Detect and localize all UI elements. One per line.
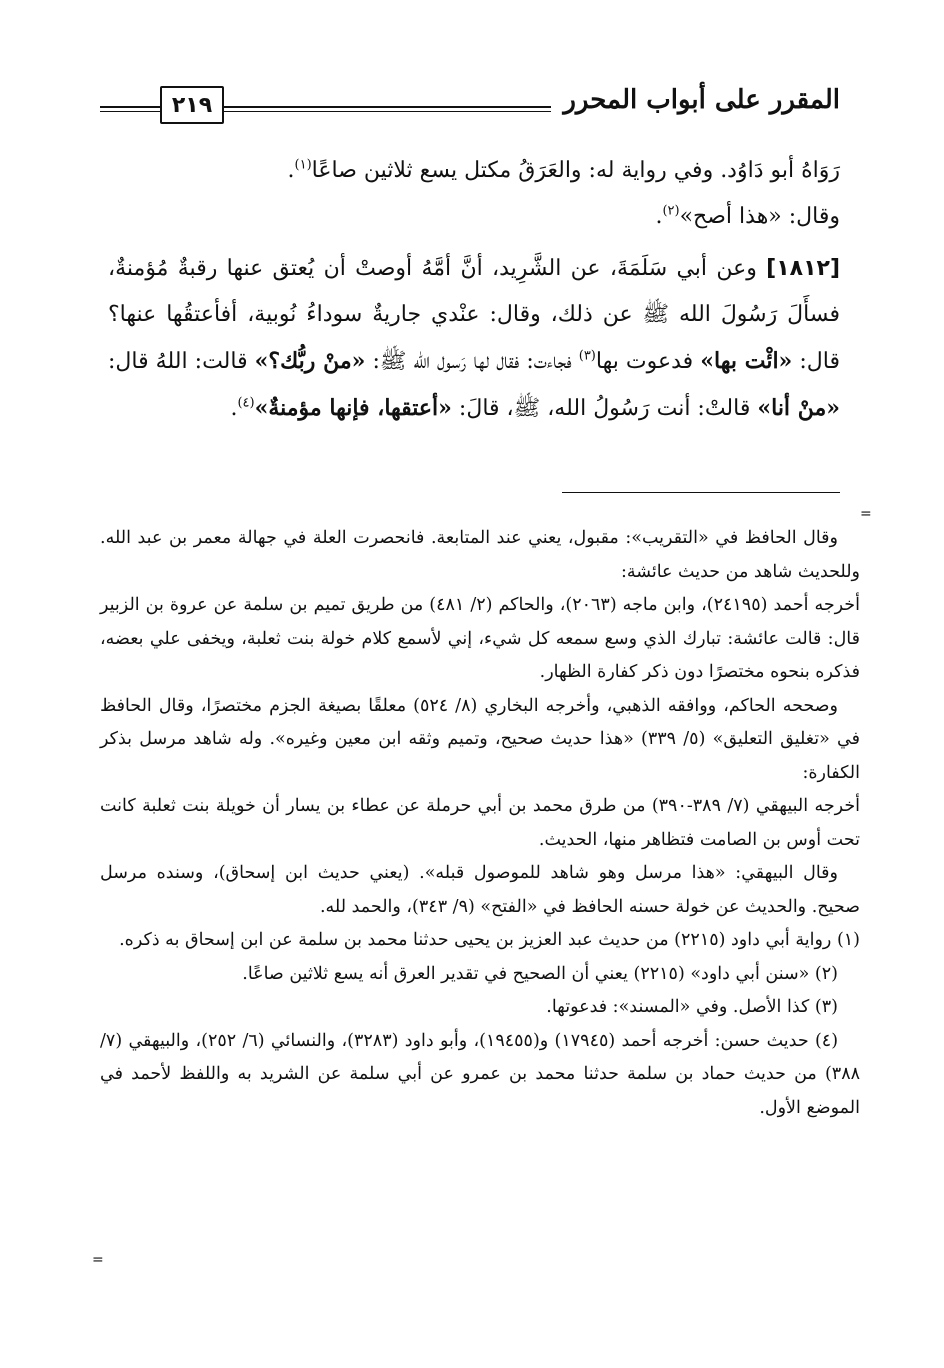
- footnote-ref-2: (٢): [662, 203, 680, 219]
- footnote-cont-2: أخرجه أحمد (٢٤١٩٥)، وابن ماجه (٢٠٦٣)، والحاكم (٢/ ٤٨١) من طريق تميم بن سلمة عن عروة بن الزبير قال: قالت عائشة: تبارك الذي وسع سمعه كل شيء، إني لأسمع كلام خولة بنت ثعلبة، ويخفى علي بعضه، فذكره بنحوه مختصرًا دون ذكر كفارة الظهار.: [100, 595, 860, 682]
- hadith-quote-3: «منْ أنا»: [757, 395, 840, 421]
- footnote-ref-3: (٣): [578, 348, 596, 364]
- continuation-mark-top: =: [860, 506, 872, 522]
- footnote-cont-3: وصححه الحاكم، ووافقه الذهبي، وأخرجه البخاري (٨/ ٥٢٤) معلقًا بصيغة الجزم مختصرًا، وقال الحافظ في «تغليق التعليق» (٥/ ٣٣٩) «هذا حديث صحيح، وتميم وثقه ابن معين وغيره». وله شاهد مرسل بذكر الكفارة:: [100, 695, 860, 783]
- main-text: [108, 148, 840, 432]
- page-header: [100, 80, 840, 126]
- hadith-text-e: قالت: اللهُ قال:: [108, 349, 248, 374]
- hadith-quote-1: «ائْت بها»: [700, 348, 793, 374]
- hadith-text-c: فدعوت بها: [595, 349, 694, 374]
- continuation-mark-bottom: =: [92, 1252, 104, 1268]
- footnotes: [100, 522, 860, 1125]
- hadith-text-d: فجاءت: فقال لها رَسول الله ﷺ:: [372, 349, 572, 374]
- text-line-1-body: رَوَاهُ أبو دَاوُد. وفي رواية له: والعَرَقُ مكتل يسع ثلاثين صاعًا: [311, 158, 840, 183]
- hadith-text-a: وعن أبي سَلَمَةَ، عن الشَّرِيد، أنَّ أمَّهُ أوصتْ أن يُعتق عنها رقبةٌ مُؤمنةٌ، فسأَلَ رَسُولَ الله ﷺ عن ذلك، وقال: عنْدي جاريةٌ سوداءُ نُوبية، أفأعتقُها عنها؟ قال:: [108, 256, 841, 374]
- footnote-ref-4: (٤): [237, 395, 255, 411]
- footnote-cont-5: وقال البيهقي: «هذا مرسل وهو شاهد للموصول قبله». (يعني حديث ابن إسحاق)، وسنده مرسل صحيح. والحديث عن خولة حسنه الحافظ في «الفتح» (٩/ ٣٤٣)، والحمد لله.: [100, 863, 860, 917]
- footnote-divider: [562, 492, 840, 493]
- hadith-number: [١٨١٢]: [766, 256, 841, 281]
- running-title: المقرر على أبواب المحرر: [551, 80, 840, 120]
- footnote-cont-4: أخرجه البيهقي (٧/ ٣٨٩-٣٩٠) من طرق محمد بن أبي حرملة عن عطاء بن يسار أن خويلة بنت ثعلبة كانت تحت أوس بن الصامت فتظاهر منها، الحديث.: [100, 796, 861, 850]
- footnote-2: (٢) «سنن أبي داود» (٢٢١٥) يعني أن الصحيح في تقدير العرق أنه يسع ثلاثين صاعًا.: [242, 963, 838, 984]
- hadith-text-f: قالتْ: أنت رَسُولُ الله، ﷺ، قالَ:: [458, 396, 751, 421]
- footnote-4: (٤) حديث حسن: أخرجه أحمد (١٧٩٤٥) و(١٩٤٥٥)، وأبو داود (٣٢٨٣)، والنسائي (٦/ ٢٥٢)، والبيهقي (٧/ ٣٨٨) من حديث حماد بن سلمة حدثنا محمد بن عمرو عن أبي سلمة عن الشريد به واللفظ لأحمد في الموضع الأول.: [100, 1030, 860, 1118]
- text-line-2: وقال: «هذا أصح»$^{(٢)}$.: [655, 203, 840, 229]
- hadith-quote-4: «أعتقها، فإنها مؤمنةٌ»: [254, 395, 452, 421]
- footnote-ref-1: (١): [294, 157, 312, 173]
- text-line-1: رَوَاهُ أبو دَاوُد. وفي رواية له: والعَرَقُ مكتل يسع ثلاثين صاعًا$^{(١)}$.: [287, 157, 840, 183]
- hadith-paragraph: [١٨١٢] وعن أبي سَلَمَةَ، عن الشَّرِيد، أنَّ أمَّهُ أوصتْ أن يُعتق عنها رقبةٌ مُؤمنةٌ، فسأَلَ رَسُولَ الله ﷺ عن ذلك، وقال: عنْدي جاريةٌ سوداءُ نُوبية، أفأعتقُها عنها؟ قال: «ائْت بها» فدعوت بها$^{(٣)}$ فجاءت: فقال لها رَسول الله ﷺ: «منْ ربُّك؟» قالت: اللهُ قال: «منْ أنا» قالتْ: أنت رَسُولُ الله، ﷺ، قالَ: «أعتقها، فإنها مؤمنةٌ»$^{(٤)}$.: [108, 256, 841, 421]
- text-line-2-body: وقال: «هذا أصح»: [679, 204, 840, 229]
- footnote-3: (٣) كذا الأصل. وفي «المسند»: فدعوتها.: [546, 997, 838, 1017]
- footnote-cont-1: وقال الحافظ في «التقريب»: مقبول، يعني عند المتابعة. فانحصرت العلة في جهالة معمر بن عبد الله. وللحديث شاهد من حديث عائشة:: [100, 528, 860, 582]
- page-number: ٢١٩: [160, 86, 224, 124]
- footnote-1: (١) رواية أبي داود (٢٢١٥) من حديث عبد العزيز بن يحيى حدثنا محمد بن سلمة عن ابن إسحاق به ذكره.: [119, 930, 860, 950]
- hadith-quote-2: «منْ ربُّك؟»: [254, 348, 366, 374]
